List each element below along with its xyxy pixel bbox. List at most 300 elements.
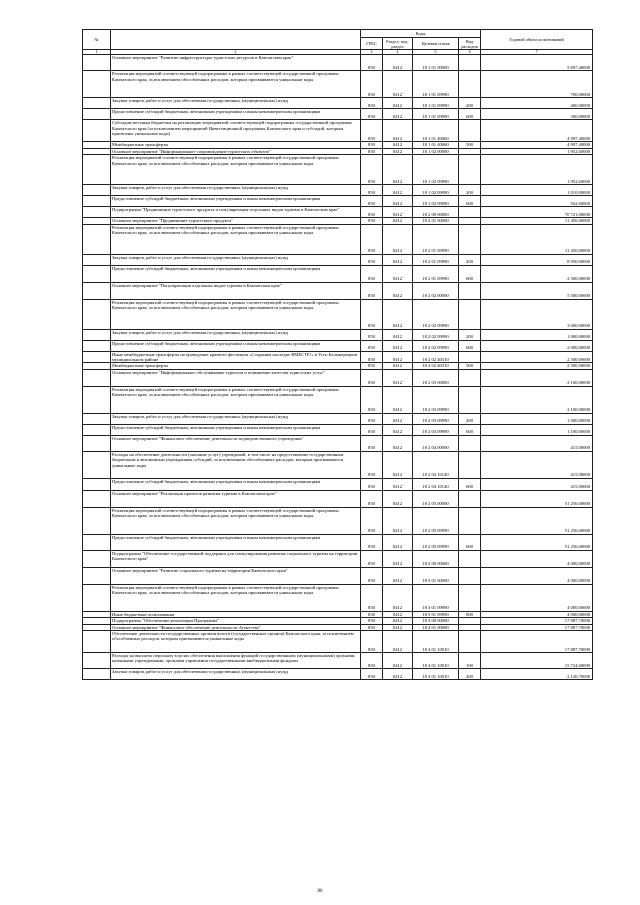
cell-sum: 1 952,60000 xyxy=(481,155,593,185)
cell-target-article: 18 2 02 09990 xyxy=(413,299,459,329)
cell-razdel: 0412 xyxy=(383,55,413,71)
cell-name: Основное мероприятие "Развитие социального туризма на территории Камчатского края" xyxy=(111,567,361,584)
cell-target-article: 18 1 01 00000 xyxy=(413,55,459,71)
cell-razdel: 0412 xyxy=(383,611,413,617)
cell-expense-type: 200 xyxy=(459,669,481,680)
table-row xyxy=(83,451,593,478)
cell-target-article: 18 4 01 00000 xyxy=(413,624,459,630)
cell-sum: 2 500,00000 xyxy=(481,351,593,363)
cell-expense-type: 200 xyxy=(459,185,481,196)
cell-num xyxy=(83,340,111,351)
cell-num xyxy=(83,155,111,185)
table-row xyxy=(83,265,593,282)
cell-name: Реализация мероприятий соответствующей подпрограммы в рамках соответствующей государственной программы Камчатского края, за исключением обособленных расходов, которым присваиваются уникальные коды xyxy=(111,584,361,611)
cell-num xyxy=(83,265,111,282)
header-rzpr: Раздел, под-раздел xyxy=(383,38,413,50)
cell-target-article: 18 2 01 00000 xyxy=(413,218,459,224)
cell-expense-type: 200 xyxy=(459,98,481,109)
cell-num xyxy=(83,451,111,478)
cell-sum: 5 500,00000 xyxy=(481,282,593,299)
cell-name: Предоставление субсидий бюджетным, автономным учреждениям и иным некоммерческим организациям xyxy=(111,478,361,490)
cell-expense-type xyxy=(459,490,481,507)
cell-grbs: 850 xyxy=(361,299,383,329)
table-row xyxy=(83,224,593,254)
cell-razdel: 0412 xyxy=(383,299,413,329)
cell-expense-type: 200 xyxy=(459,329,481,340)
table-row xyxy=(83,567,593,584)
cell-num xyxy=(83,71,111,98)
cell-grbs: 850 xyxy=(361,618,383,624)
cell-num xyxy=(83,386,111,413)
cell-expense-type xyxy=(459,567,481,584)
cell-expense-type xyxy=(459,120,481,142)
cell-sum: 15 724,00000 xyxy=(481,653,593,669)
table-row xyxy=(83,490,593,507)
cell-razdel: 0412 xyxy=(383,653,413,669)
cell-num xyxy=(83,631,111,653)
cell-name: Основное мероприятие "Финансовое обеспечение деятельности подведомственного учреждения" xyxy=(111,435,361,451)
cell-grbs: 850 xyxy=(361,369,383,386)
cell-target-article: 18 1 01 40060 xyxy=(413,120,459,142)
cell-sum: 400,00000 xyxy=(481,98,593,109)
cell-name: Предоставление субсидий бюджетным, автономным учреждениям и иным некоммерческим организациям xyxy=(111,196,361,207)
cell-target-article: 18 2 01 09990 xyxy=(413,224,459,254)
cell-grbs: 850 xyxy=(361,224,383,254)
cell-num xyxy=(83,185,111,196)
table-row xyxy=(83,631,593,653)
table-row xyxy=(83,254,593,265)
cell-sum: 4 997,40000 xyxy=(481,142,593,148)
cell-razdel: 0412 xyxy=(383,386,413,413)
cell-target-article: 18 1 02 09990 xyxy=(413,185,459,196)
cell-sum: 2 100,00000 xyxy=(481,369,593,386)
cell-grbs: 850 xyxy=(361,185,383,196)
table-row xyxy=(83,653,593,669)
header-grbs: ГРБС xyxy=(361,38,383,50)
cell-grbs: 850 xyxy=(361,507,383,534)
table-row xyxy=(83,584,593,611)
cell-name: Основное мероприятие "Развитие инфраструктуры туристских ресурсов в Камчатском крае" xyxy=(111,55,361,71)
cell-num xyxy=(83,550,111,567)
cell-grbs: 850 xyxy=(361,351,383,363)
table-row xyxy=(83,207,593,218)
cell-razdel: 0412 xyxy=(383,507,413,534)
cell-name: Подпрограмма "Обеспечение реализации Программы" xyxy=(111,618,361,624)
column-number: 6 xyxy=(459,50,481,55)
cell-sum: 51 256,00000 xyxy=(481,507,593,534)
cell-name: Закупка товаров, работ и услуг для обеспечения государственных (муниципальных) нужд xyxy=(111,98,361,109)
cell-expense-type: 500 xyxy=(459,142,481,148)
cell-sum: 4 000,00000 xyxy=(481,611,593,617)
cell-expense-type xyxy=(459,224,481,254)
table-row xyxy=(83,196,593,207)
cell-num xyxy=(83,507,111,534)
cell-razdel: 0412 xyxy=(383,207,413,218)
cell-razdel: 0412 xyxy=(383,218,413,224)
cell-target-article: 18 4 01 10010 xyxy=(413,653,459,669)
column-number: 5 xyxy=(413,50,459,55)
cell-grbs: 850 xyxy=(361,196,383,207)
cell-razdel: 0412 xyxy=(383,669,413,680)
cell-expense-type xyxy=(459,507,481,534)
cell-razdel: 0412 xyxy=(383,109,413,120)
table-row xyxy=(83,299,593,329)
column-number: 7 xyxy=(481,50,593,55)
cell-sum: 415,00000 xyxy=(481,435,593,451)
cell-expense-type xyxy=(459,631,481,653)
cell-name: Расходы на выплаты персоналу в целях обеспечения выполнения функций государственными (муниципальными) органами, казенными учреждениями, органами управления государственными внебюджетными фондами xyxy=(111,653,361,669)
cell-target-article: 18 2 05 09990 xyxy=(413,507,459,534)
cell-target-article: 18 1 01 09990 xyxy=(413,109,459,120)
cell-name: Субсидии местным бюджетам на реализацию мероприятий соответствующей подпрограммы государственной программы Камчатского края (за исключением мероприятий Инвестиционной программы Камчатского края и субсидий, которым присвоены уникальные коды) xyxy=(111,120,361,142)
cell-grbs: 850 xyxy=(361,424,383,435)
cell-name: Расходы на обеспечение деятельности (оказание услуг) учреждений, в том числе на предоставление государственным бюджетным и автономным учреждениям субсидий, за исключением обособленных расходов, которым присваиваются уникальные коды xyxy=(111,451,361,478)
cell-target-article: 18 2 02 40310 xyxy=(413,351,459,363)
cell-target-article: 18 4 01 10010 xyxy=(413,631,459,653)
cell-target-article: 18 2 03 00000 xyxy=(413,369,459,386)
cell-sum: 2 120,70000 xyxy=(481,669,593,680)
budget-table-page xyxy=(82,29,592,680)
header-codes: Коды xyxy=(361,30,481,38)
cell-razdel: 0412 xyxy=(383,185,413,196)
cell-name: Межбюджетные трансферты xyxy=(111,363,361,369)
cell-razdel: 0412 xyxy=(383,550,413,567)
cell-name: Основное мероприятие "Информационное сопровождение туристских объектов" xyxy=(111,148,361,154)
cell-num xyxy=(83,329,111,340)
cell-razdel: 0412 xyxy=(383,71,413,98)
cell-name: Иные бюджетные ассигнования xyxy=(111,611,361,617)
cell-name: Основное мероприятие "Продвижение туристского продукта" xyxy=(111,218,361,224)
cell-sum: 1 000,00000 xyxy=(481,329,593,340)
cell-sum: 415,00000 xyxy=(481,451,593,478)
cell-target-article: 18 2 03 09990 xyxy=(413,413,459,424)
cell-target-article: 18 3 01 09990 xyxy=(413,584,459,611)
cell-target-article: 18 2 02 09990 xyxy=(413,340,459,351)
cell-razdel: 0412 xyxy=(383,254,413,265)
table-row xyxy=(83,424,593,435)
cell-name: Реализация мероприятий соответствующей подпрограммы в рамках соответствующей государственной программы Камчатского края, за исключением обособленных расходов, которым присваиваются уникальные коды xyxy=(111,299,361,329)
column-number: 1 xyxy=(83,50,111,55)
cell-target-article: 18 1 02 09990 xyxy=(413,155,459,185)
cell-sum: 1 952,60000 xyxy=(481,148,593,154)
cell-name: Предоставление субсидий бюджетным, автономным учреждениям и иным некоммерческим организациям xyxy=(111,265,361,282)
cell-sum: 1 100,00000 xyxy=(481,424,593,435)
cell-razdel: 0412 xyxy=(383,265,413,282)
cell-num xyxy=(83,653,111,669)
cell-expense-type: 600 xyxy=(459,196,481,207)
cell-razdel: 0412 xyxy=(383,98,413,109)
cell-target-article: 18 1 02 00000 xyxy=(413,148,459,154)
table-row xyxy=(83,120,593,142)
cell-sum: 70 721,00000 xyxy=(481,207,593,218)
cell-expense-type xyxy=(459,386,481,413)
table-row xyxy=(83,282,593,299)
cell-razdel: 0412 xyxy=(383,224,413,254)
header-num: № xyxy=(83,30,111,50)
cell-grbs: 850 xyxy=(361,254,383,265)
cell-sum: 17 887,70000 xyxy=(481,631,593,653)
cell-expense-type xyxy=(459,299,481,329)
cell-name: Реализация мероприятий соответствующей подпрограммы в рамках соответствующей государственной программы Камчатского края, за исключением обособленных расходов, которым присваиваются уникальные коды xyxy=(111,224,361,254)
cell-expense-type xyxy=(459,155,481,185)
cell-sum: 2 500,00000 xyxy=(481,265,593,282)
cell-razdel: 0412 xyxy=(383,351,413,363)
table-row xyxy=(83,369,593,386)
cell-sum: 4 000,00000 xyxy=(481,567,593,584)
cell-razdel: 0412 xyxy=(383,329,413,340)
cell-target-article: 18 2 05 09990 xyxy=(413,534,459,550)
cell-num xyxy=(83,207,111,218)
table-row xyxy=(83,185,593,196)
cell-sum: 2 000,00000 xyxy=(481,340,593,351)
header-name xyxy=(111,30,361,50)
cell-target-article: 18 3 00 00000 xyxy=(413,550,459,567)
cell-num xyxy=(83,109,111,120)
cell-name: Предоставление субсидий бюджетным, автономным учреждениям и иным некоммерческим организациям xyxy=(111,424,361,435)
cell-name: Основное мероприятие "Финансовое обеспечение деятельности Агентства" xyxy=(111,624,361,630)
cell-grbs: 850 xyxy=(361,653,383,669)
table-row xyxy=(83,109,593,120)
cell-target-article: 18 2 05 00000 xyxy=(413,490,459,507)
cell-target-article: 18 2 01 09990 xyxy=(413,254,459,265)
cell-name: Основное мероприятие "Реализация проектов развития туризма в Камчатском крае" xyxy=(111,490,361,507)
cell-expense-type xyxy=(459,369,481,386)
cell-razdel: 0412 xyxy=(383,534,413,550)
cell-grbs: 850 xyxy=(361,478,383,490)
table-row xyxy=(83,534,593,550)
cell-grbs: 850 xyxy=(361,148,383,154)
cell-num xyxy=(83,282,111,299)
cell-razdel: 0412 xyxy=(383,120,413,142)
cell-expense-type xyxy=(459,550,481,567)
cell-num xyxy=(83,299,111,329)
cell-expense-type xyxy=(459,71,481,98)
cell-name: Предоставление субсидий бюджетным, автономным учреждениям и иным некоммерческим организациям xyxy=(111,534,361,550)
cell-grbs: 850 xyxy=(361,550,383,567)
cell-target-article: 18 2 03 09990 xyxy=(413,424,459,435)
cell-sum: 17 887,70000 xyxy=(481,624,593,630)
cell-name: Закупка товаров, работ и услуг для обеспечения государственных (муниципальных) нужд xyxy=(111,413,361,424)
cell-razdel: 0412 xyxy=(383,155,413,185)
header-csr: Целевая статья xyxy=(413,38,459,50)
cell-target-article: 18 1 01 40060 xyxy=(413,142,459,148)
cell-sum: 1 010,00000 xyxy=(481,185,593,196)
cell-sum: 4 000,00000 xyxy=(481,584,593,611)
cell-razdel: 0412 xyxy=(383,424,413,435)
column-number: 4 xyxy=(383,50,413,55)
cell-expense-type xyxy=(459,435,481,451)
cell-sum: 17 887,70000 xyxy=(481,618,593,624)
cell-sum: 4 000,00000 xyxy=(481,550,593,567)
cell-grbs: 850 xyxy=(361,413,383,424)
cell-name: Реализация мероприятий соответствующей подпрограммы в рамках соответствующей государственной программы Камчатского края, за исключением обособленных расходов, которым присваиваются уникальные коды xyxy=(111,155,361,185)
table-row xyxy=(83,351,593,363)
cell-sum: 5 697,40000 xyxy=(481,55,593,71)
cell-num xyxy=(83,435,111,451)
table-row xyxy=(83,669,593,680)
cell-expense-type: 200 xyxy=(459,413,481,424)
cell-razdel: 0412 xyxy=(383,363,413,369)
table-row xyxy=(83,329,593,340)
cell-target-article: 18 3 01 00000 xyxy=(413,567,459,584)
table-row xyxy=(83,71,593,98)
cell-grbs: 850 xyxy=(361,584,383,611)
cell-target-article: 18 2 02 00000 xyxy=(413,282,459,299)
cell-name: Иные межбюджетные трансферты на проведение краевого фестиваля «Сохраним наследие ВМЕСТЕ!» в Усть-Большерецком муниципальном районе xyxy=(111,351,361,363)
table-row xyxy=(83,478,593,490)
cell-grbs: 850 xyxy=(361,71,383,98)
table-body xyxy=(83,55,593,680)
cell-sum: 8 950,00000 xyxy=(481,254,593,265)
cell-name: Обеспечение деятельности государственных органов власти (государственных органов) Камчатского края, за исключением обособленных расходов, которым присваиваются уникальные коды xyxy=(111,631,361,653)
cell-expense-type: 600 xyxy=(459,340,481,351)
cell-expense-type: 600 xyxy=(459,109,481,120)
cell-expense-type: 100 xyxy=(459,653,481,669)
cell-grbs: 850 xyxy=(361,340,383,351)
cell-grbs: 850 xyxy=(361,435,383,451)
cell-razdel: 0412 xyxy=(383,196,413,207)
cell-expense-type: 500 xyxy=(459,363,481,369)
cell-razdel: 0412 xyxy=(383,282,413,299)
cell-num xyxy=(83,224,111,254)
cell-grbs: 850 xyxy=(361,363,383,369)
cell-num xyxy=(83,584,111,611)
cell-razdel: 0412 xyxy=(383,435,413,451)
cell-grbs: 850 xyxy=(361,329,383,340)
cell-num xyxy=(83,413,111,424)
cell-target-article: 18 2 04 00000 xyxy=(413,435,459,451)
cell-num xyxy=(83,369,111,386)
column-number: 2 xyxy=(111,50,361,55)
cell-sum: 700,00000 xyxy=(481,71,593,98)
cell-grbs: 850 xyxy=(361,207,383,218)
cell-name: Закупка товаров, работ и услуг для обеспечения государственных (муниципальных) нужд xyxy=(111,254,361,265)
cell-num xyxy=(83,98,111,109)
cell-target-article: 18 2 03 09990 xyxy=(413,386,459,413)
cell-grbs: 850 xyxy=(361,386,383,413)
cell-grbs: 850 xyxy=(361,142,383,148)
cell-grbs: 850 xyxy=(361,98,383,109)
cell-grbs: 850 xyxy=(361,55,383,71)
cell-name: Закупка товаров, работ и услуг для обеспечения государственных (муниципальных) нужд xyxy=(111,329,361,340)
cell-target-article: 18 1 01 09990 xyxy=(413,98,459,109)
cell-expense-type xyxy=(459,351,481,363)
cell-sum: 300,00000 xyxy=(481,109,593,120)
cell-name: Основное мероприятие "Популяризация отдельных видов туризма в Камчатском крае" xyxy=(111,282,361,299)
cell-sum: 11 450,00000 xyxy=(481,218,593,224)
cell-grbs: 850 xyxy=(361,669,383,680)
cell-expense-type: 600 xyxy=(459,265,481,282)
cell-expense-type: 600 xyxy=(459,478,481,490)
cell-sum: 415,00000 xyxy=(481,478,593,490)
cell-razdel: 0412 xyxy=(383,413,413,424)
header-sum: Годовой объем ассигнований xyxy=(481,30,593,50)
cell-num xyxy=(83,669,111,680)
cell-sum: 4 997,40000 xyxy=(481,120,593,142)
budget-table xyxy=(82,29,593,680)
cell-sum: 2 500,00000 xyxy=(481,363,593,369)
table-row xyxy=(83,413,593,424)
table-row xyxy=(83,340,593,351)
cell-grbs: 850 xyxy=(361,218,383,224)
cell-name: Предоставление субсидий бюджетным, автономным учреждениям и иным некоммерческим организациям xyxy=(111,109,361,120)
cell-name: Реализация мероприятий соответствующей подпрограммы в рамках соответствующей государственной программы Камчатского края, за исключением обособленных расходов, которым присваиваются уникальные коды xyxy=(111,71,361,98)
cell-sum: 1 000,00000 xyxy=(481,413,593,424)
cell-target-article: 18 2 02 09990 xyxy=(413,329,459,340)
cell-razdel: 0412 xyxy=(383,340,413,351)
cell-expense-type: 200 xyxy=(459,254,481,265)
cell-razdel: 0412 xyxy=(383,148,413,154)
table-row xyxy=(83,155,593,185)
cell-target-article: 18 3 01 09990 xyxy=(413,611,459,617)
cell-razdel: 0412 xyxy=(383,451,413,478)
cell-target-article: 18 2 02 40310 xyxy=(413,363,459,369)
page-number: 86 xyxy=(317,889,323,894)
cell-target-article: 18 4 01 10010 xyxy=(413,669,459,680)
cell-grbs: 850 xyxy=(361,265,383,282)
cell-name: Реализация мероприятий соответствующей подпрограммы в рамках соответствующей государственной программы Камчатского края, за исключением обособленных расходов, которым присваиваются уникальные коды xyxy=(111,507,361,534)
cell-target-article: 18 2 04 10140 xyxy=(413,451,459,478)
cell-num xyxy=(83,424,111,435)
cell-num xyxy=(83,567,111,584)
cell-target-article: 18 2 04 10140 xyxy=(413,478,459,490)
cell-sum: 11 450,00000 xyxy=(481,224,593,254)
table-row xyxy=(83,55,593,71)
table-row xyxy=(83,435,593,451)
cell-target-article: 18 1 02 09990 xyxy=(413,196,459,207)
cell-target-article: 18 1 01 09990 xyxy=(413,71,459,98)
cell-expense-type xyxy=(459,207,481,218)
cell-razdel: 0412 xyxy=(383,369,413,386)
cell-grbs: 850 xyxy=(361,109,383,120)
cell-sum: 51 256,00000 xyxy=(481,490,593,507)
cell-grbs: 850 xyxy=(361,567,383,584)
table-row xyxy=(83,507,593,534)
cell-name: Закупка товаров, работ и услуг для обеспечения государственных (муниципальных) нужд xyxy=(111,185,361,196)
cell-grbs: 850 xyxy=(361,534,383,550)
cell-num xyxy=(83,351,111,363)
cell-name: Основное мероприятие "Информационное обслуживание туристов и повышение качества туристских услуг" xyxy=(111,369,361,386)
cell-grbs: 850 xyxy=(361,282,383,299)
cell-grbs: 850 xyxy=(361,490,383,507)
cell-name: Предоставление субсидий бюджетным, автономным учреждениям и иным некоммерческим организациям xyxy=(111,340,361,351)
cell-razdel: 0412 xyxy=(383,631,413,653)
cell-target-article: 18 2 01 09990 xyxy=(413,265,459,282)
cell-name: Межбюджетные трансферты xyxy=(111,142,361,148)
cell-num xyxy=(83,490,111,507)
cell-expense-type xyxy=(459,451,481,478)
cell-razdel: 0412 xyxy=(383,584,413,611)
cell-expense-type: 600 xyxy=(459,424,481,435)
cell-grbs: 850 xyxy=(361,631,383,653)
cell-razdel: 0412 xyxy=(383,567,413,584)
cell-grbs: 850 xyxy=(361,120,383,142)
cell-target-article: 18 2 00 00000 xyxy=(413,207,459,218)
cell-num xyxy=(83,534,111,550)
header-vr: Вид расходов xyxy=(459,38,481,50)
cell-grbs: 850 xyxy=(361,451,383,478)
cell-expense-type xyxy=(459,55,481,71)
cell-sum: 2 100,00000 xyxy=(481,386,593,413)
cell-name: Подпрограмма "Продвижение туристского продукта и популяризация отдельных видов туризма в Камчатском крае" xyxy=(111,207,361,218)
cell-name: Подпрограмма "Обеспечение государственной поддержки для стимулирования развития социального туризма на территории Камчатского края" xyxy=(111,550,361,567)
cell-razdel: 0412 xyxy=(383,624,413,630)
cell-expense-type: 600 xyxy=(459,534,481,550)
cell-sum: 3 000,00000 xyxy=(481,299,593,329)
cell-razdel: 0412 xyxy=(383,490,413,507)
cell-grbs: 850 xyxy=(361,611,383,617)
table-row xyxy=(83,98,593,109)
